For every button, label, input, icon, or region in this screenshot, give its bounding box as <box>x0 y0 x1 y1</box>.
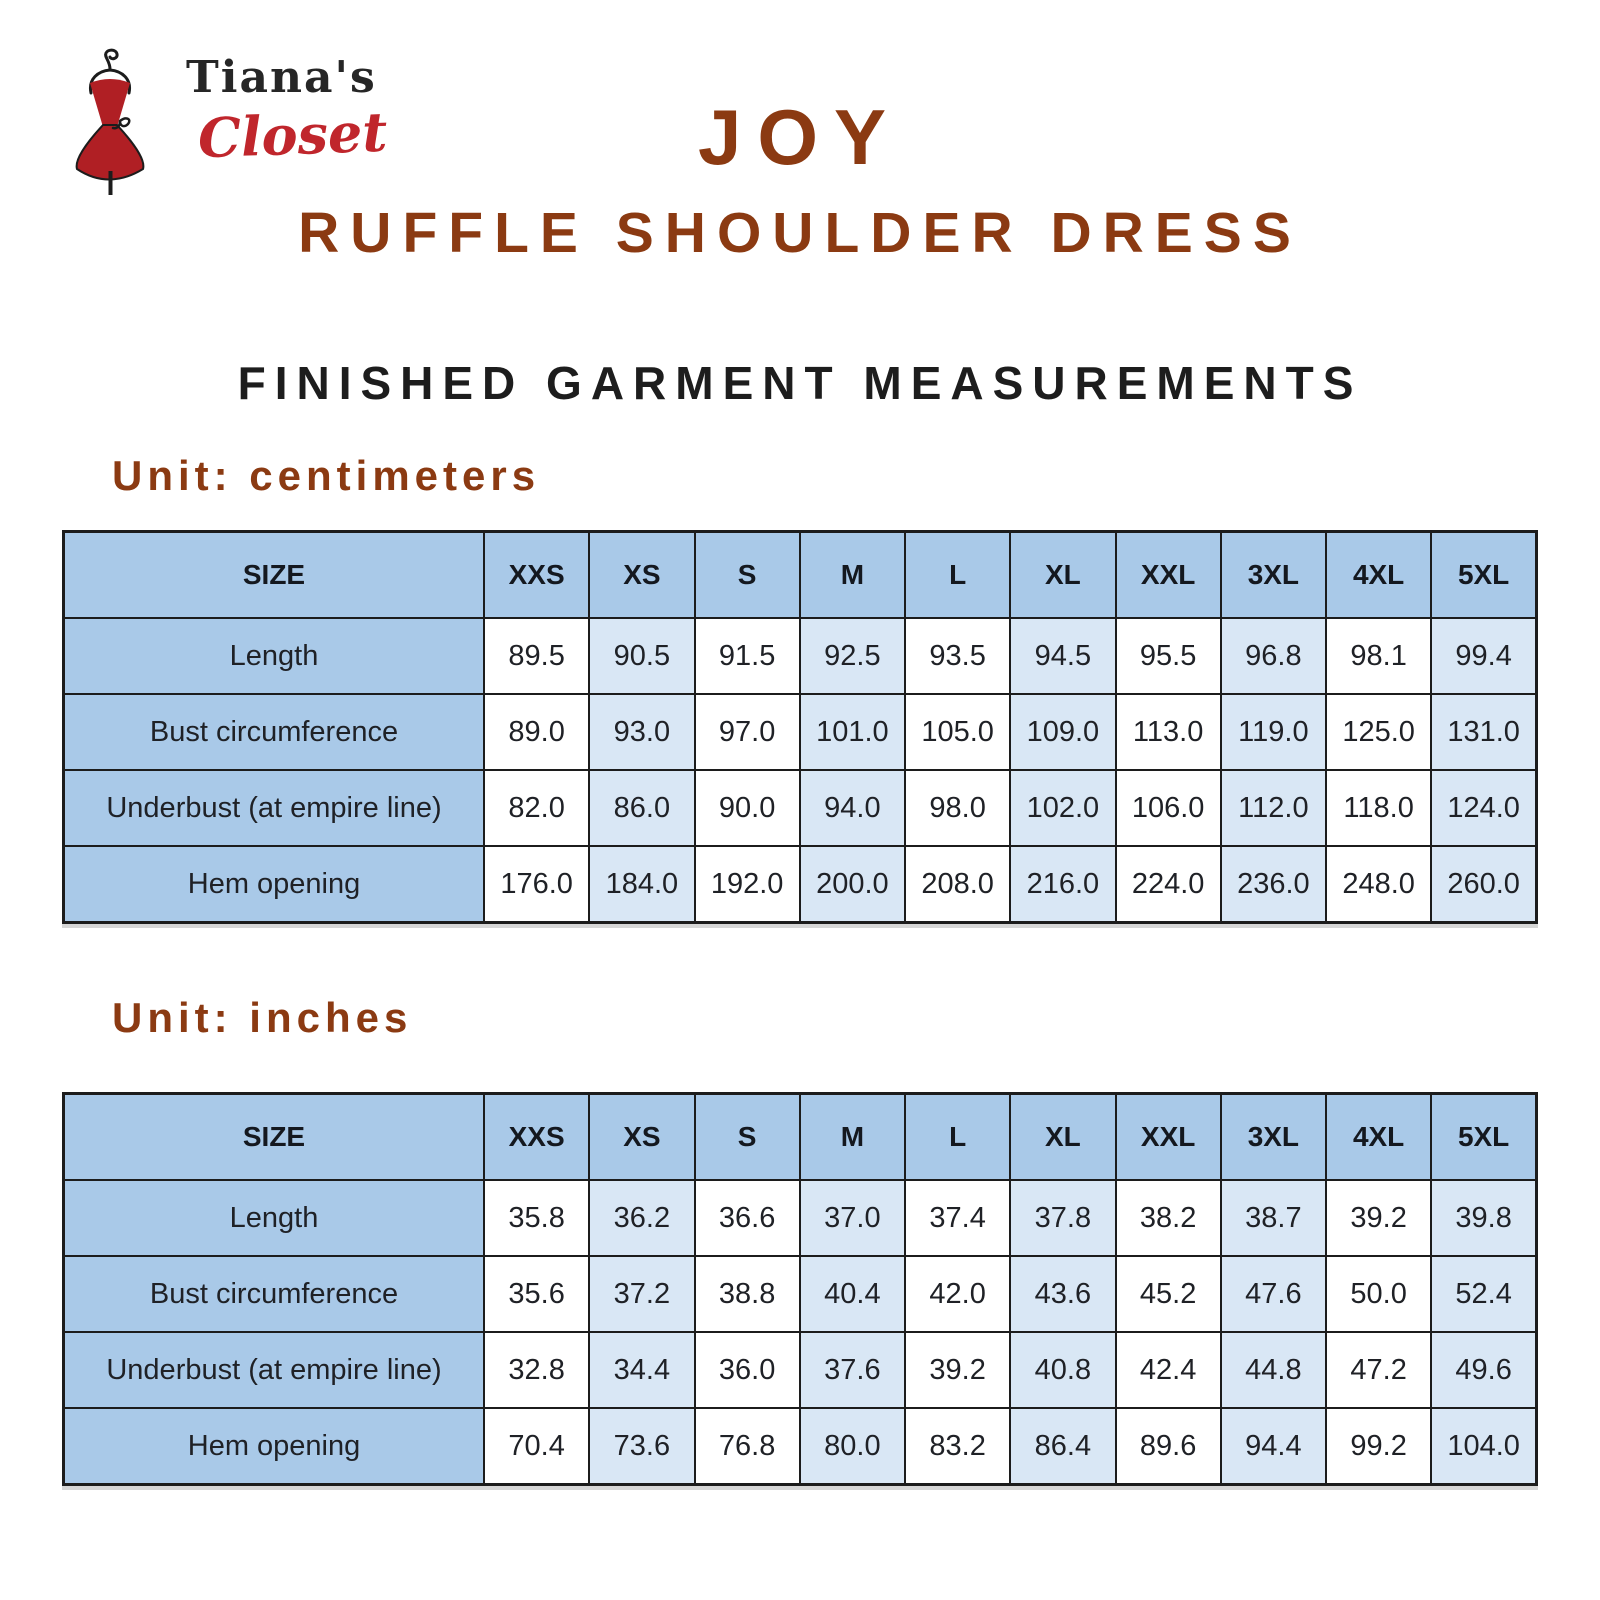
product-name-title: JOY <box>697 93 903 181</box>
measurement-value: 109.0 <box>1010 694 1115 770</box>
size-header-4xl: 4XL <box>1326 1094 1431 1181</box>
measurement-label: Underbust (at empire line) <box>64 770 485 846</box>
measurements-table-inches <box>62 1092 1538 1486</box>
measurement-label: Hem opening <box>64 1408 485 1485</box>
measurement-value: 216.0 <box>1010 846 1115 923</box>
brand-name-top: Tiana's <box>186 52 377 103</box>
measurement-value: 119.0 <box>1221 694 1326 770</box>
measurement-value: 94.0 <box>800 770 905 846</box>
measurement-value: 176.0 <box>484 846 589 923</box>
measurement-value: 38.7 <box>1221 1180 1326 1256</box>
table-row <box>64 694 1537 770</box>
size-header-xxs: XXS <box>484 532 589 619</box>
measurement-value: 50.0 <box>1326 1256 1431 1332</box>
size-header-xxl: XXL <box>1116 532 1221 619</box>
measurement-value: 101.0 <box>800 694 905 770</box>
measurement-value: 43.6 <box>1010 1256 1115 1332</box>
measurement-value: 39.2 <box>1326 1180 1431 1256</box>
measurement-value: 93.5 <box>905 618 1010 694</box>
measurement-value: 94.5 <box>1010 618 1115 694</box>
measurement-value: 92.5 <box>800 618 905 694</box>
measurement-value: 89.5 <box>484 618 589 694</box>
table-row <box>64 770 1537 846</box>
measurement-value: 39.2 <box>905 1332 1010 1408</box>
measurement-value: 98.1 <box>1326 618 1431 694</box>
measurement-value: 36.0 <box>695 1332 800 1408</box>
measurement-value: 113.0 <box>1116 694 1221 770</box>
measurement-label: Bust circumference <box>64 1256 485 1332</box>
measurement-value: 39.8 <box>1431 1180 1536 1256</box>
measurement-value: 83.2 <box>905 1408 1010 1485</box>
measurement-value: 248.0 <box>1326 846 1431 923</box>
measurement-value: 96.8 <box>1221 618 1326 694</box>
measurement-value: 42.4 <box>1116 1332 1221 1408</box>
measurement-value: 80.0 <box>800 1408 905 1485</box>
measurement-label: Length <box>64 618 485 694</box>
measurement-value: 49.6 <box>1431 1332 1536 1408</box>
table-row <box>64 1408 1537 1485</box>
measurement-value: 94.4 <box>1221 1408 1326 1485</box>
size-header-xs: XS <box>589 532 694 619</box>
size-header-xxs: XXS <box>484 1094 589 1181</box>
measurement-value: 45.2 <box>1116 1256 1221 1332</box>
size-header-3xl: 3XL <box>1221 1094 1326 1181</box>
size-header-row <box>64 1094 1537 1181</box>
measurement-value: 34.4 <box>589 1332 694 1408</box>
measurement-value: 70.4 <box>484 1408 589 1485</box>
unit-inches-label: Unit: inches <box>112 994 413 1041</box>
measurement-value: 192.0 <box>695 846 800 923</box>
measurement-value: 236.0 <box>1221 846 1326 923</box>
measurement-value: 260.0 <box>1431 846 1536 923</box>
size-header-xs: XS <box>589 1094 694 1181</box>
measurement-value: 44.8 <box>1221 1332 1326 1408</box>
measurement-value: 106.0 <box>1116 770 1221 846</box>
measurement-label: Length <box>64 1180 485 1256</box>
measurement-value: 93.0 <box>589 694 694 770</box>
size-header-l: L <box>905 1094 1010 1181</box>
measurement-value: 105.0 <box>905 694 1010 770</box>
size-header-m: M <box>800 532 905 619</box>
measurement-value: 125.0 <box>1326 694 1431 770</box>
measurement-value: 86.0 <box>589 770 694 846</box>
measurement-value: 38.2 <box>1116 1180 1221 1256</box>
measurement-value: 37.4 <box>905 1180 1010 1256</box>
measurement-value: 102.0 <box>1010 770 1115 846</box>
size-header-row <box>64 532 1537 619</box>
measurement-value: 97.0 <box>695 694 800 770</box>
measurement-value: 89.6 <box>1116 1408 1221 1485</box>
size-column-header: SIZE <box>64 532 485 619</box>
measurement-value: 32.8 <box>484 1332 589 1408</box>
size-header-xxl: XXL <box>1116 1094 1221 1181</box>
measurement-value: 37.8 <box>1010 1180 1115 1256</box>
measurement-value: 42.0 <box>905 1256 1010 1332</box>
size-header-5xl: 5XL <box>1431 1094 1536 1181</box>
measurement-value: 208.0 <box>905 846 1010 923</box>
size-header-5xl: 5XL <box>1431 532 1536 619</box>
measurement-value: 118.0 <box>1326 770 1431 846</box>
section-heading: FINISHED GARMENT MEASUREMENTS <box>237 357 1363 409</box>
size-header-xl: XL <box>1010 1094 1115 1181</box>
measurement-value: 200.0 <box>800 846 905 923</box>
measurement-value: 90.0 <box>695 770 800 846</box>
size-header-l: L <box>905 532 1010 619</box>
measurement-label: Bust circumference <box>64 694 485 770</box>
measurement-value: 89.0 <box>484 694 589 770</box>
table-row <box>64 1180 1537 1256</box>
size-header-s: S <box>695 1094 800 1181</box>
measurement-value: 99.4 <box>1431 618 1536 694</box>
measurements-table-centimeters <box>62 530 1538 924</box>
measurement-value: 35.6 <box>484 1256 589 1332</box>
table-row <box>64 618 1537 694</box>
measurement-value: 112.0 <box>1221 770 1326 846</box>
table-row <box>64 1332 1537 1408</box>
size-column-header: SIZE <box>64 1094 485 1181</box>
measurement-label: Hem opening <box>64 846 485 923</box>
measurement-value: 82.0 <box>484 770 589 846</box>
measurement-value: 73.6 <box>589 1408 694 1485</box>
table-row <box>64 1256 1537 1332</box>
size-header-s: S <box>695 532 800 619</box>
measurement-value: 76.8 <box>695 1408 800 1485</box>
measurement-value: 36.6 <box>695 1180 800 1256</box>
measurement-value: 40.4 <box>800 1256 905 1332</box>
size-header-3xl: 3XL <box>1221 532 1326 619</box>
product-type-title: RUFFLE SHOULDER DRESS <box>298 201 1302 265</box>
measurement-value: 90.5 <box>589 618 694 694</box>
table-row <box>64 846 1537 923</box>
size-header-xl: XL <box>1010 532 1115 619</box>
measurement-value: 38.8 <box>695 1256 800 1332</box>
unit-centimeters-label: Unit: centimeters <box>112 452 541 499</box>
measurement-value: 86.4 <box>1010 1408 1115 1485</box>
size-header-4xl: 4XL <box>1326 532 1431 619</box>
measurement-value: 35.8 <box>484 1180 589 1256</box>
measurement-value: 104.0 <box>1431 1408 1536 1485</box>
measurement-value: 36.2 <box>589 1180 694 1256</box>
brand-name-bottom: Closet <box>196 99 389 171</box>
measurement-label: Underbust (at empire line) <box>64 1332 485 1408</box>
measurement-value: 95.5 <box>1116 618 1221 694</box>
measurement-value: 40.8 <box>1010 1332 1115 1408</box>
measurement-value: 98.0 <box>905 770 1010 846</box>
measurement-value: 37.2 <box>589 1256 694 1332</box>
measurement-value: 52.4 <box>1431 1256 1536 1332</box>
measurement-value: 224.0 <box>1116 846 1221 923</box>
measurement-value: 37.0 <box>800 1180 905 1256</box>
measurement-value: 37.6 <box>800 1332 905 1408</box>
measurement-value: 47.2 <box>1326 1332 1431 1408</box>
measurement-value: 99.2 <box>1326 1408 1431 1485</box>
measurement-value: 184.0 <box>589 846 694 923</box>
measurement-value: 124.0 <box>1431 770 1536 846</box>
measurement-value: 91.5 <box>695 618 800 694</box>
measurement-value: 47.6 <box>1221 1256 1326 1332</box>
measurement-value: 131.0 <box>1431 694 1536 770</box>
size-header-m: M <box>800 1094 905 1181</box>
